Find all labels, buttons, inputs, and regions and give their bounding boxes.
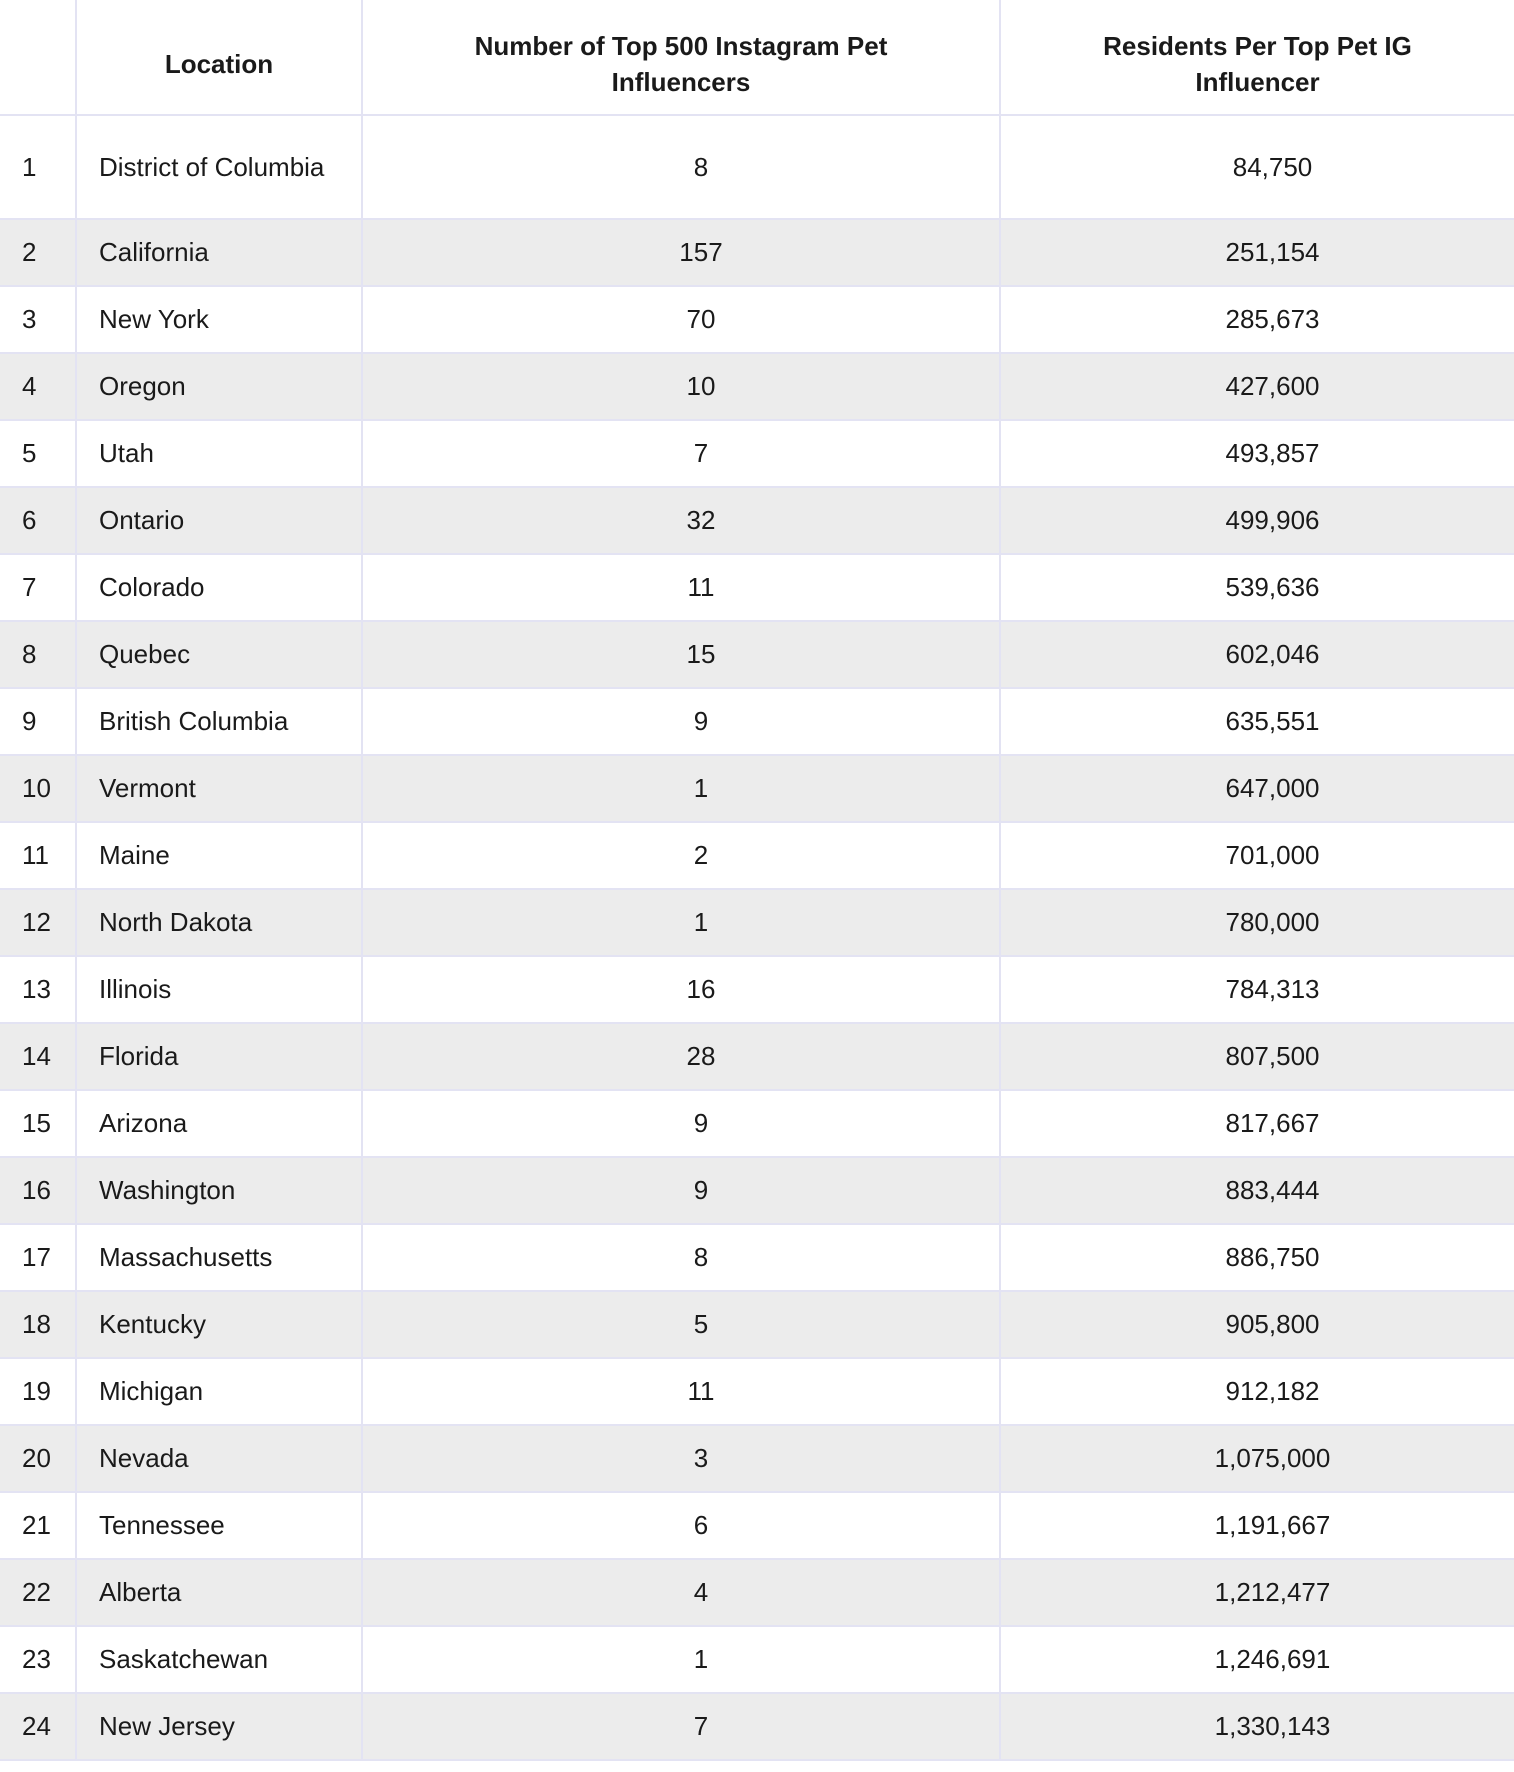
count-cell: 10 [362,353,1000,420]
table-row [0,1090,1514,1157]
location-cell: Michigan [76,1358,362,1425]
residents-cell: 817,667 [1000,1090,1514,1157]
location-column-header: Location [76,0,362,115]
table-row [0,1224,1514,1291]
residents-cell: 251,154 [1000,219,1514,286]
rank-cell: 15 [0,1090,76,1157]
count-cell: 28 [362,1023,1000,1090]
residents-column-header: Residents Per Top Pet IG Influencer [1000,0,1514,115]
table-row [0,1157,1514,1224]
residents-cell: 1,330,143 [1000,1693,1514,1760]
table-row [0,755,1514,822]
rank-cell: 7 [0,554,76,621]
table-row [0,1425,1514,1492]
residents-cell: 285,673 [1000,286,1514,353]
count-cell: 8 [362,115,1000,219]
residents-cell: 780,000 [1000,889,1514,956]
location-cell: Illinois [76,956,362,1023]
location-cell: Vermont [76,755,362,822]
rank-cell: 23 [0,1626,76,1693]
rank-cell: 5 [0,420,76,487]
location-cell: Ontario [76,487,362,554]
residents-cell: 883,444 [1000,1157,1514,1224]
residents-cell: 539,636 [1000,554,1514,621]
count-cell: 9 [362,1157,1000,1224]
count-cell: 9 [362,688,1000,755]
residents-cell: 1,212,477 [1000,1559,1514,1626]
rank-cell: 14 [0,1023,76,1090]
table-row [0,1626,1514,1693]
count-cell: 11 [362,1358,1000,1425]
table-row [0,219,1514,286]
residents-cell: 602,046 [1000,621,1514,688]
count-cell: 2 [362,822,1000,889]
table-row [0,1492,1514,1559]
location-cell: Saskatchewan [76,1626,362,1693]
location-cell: Arizona [76,1090,362,1157]
table-row [0,115,1514,219]
residents-cell: 499,906 [1000,487,1514,554]
location-cell: Colorado [76,554,362,621]
location-cell: Nevada [76,1425,362,1492]
count-cell: 9 [362,1090,1000,1157]
table-row [0,1559,1514,1626]
rank-cell: 3 [0,286,76,353]
table-row [0,1023,1514,1090]
rank-cell: 9 [0,688,76,755]
rank-cell: 24 [0,1693,76,1760]
residents-cell: 1,075,000 [1000,1425,1514,1492]
location-cell: Oregon [76,353,362,420]
count-column-header: Number of Top 500 Instagram Pet Influencers [362,0,1000,115]
count-cell: 3 [362,1425,1000,1492]
count-cell: 70 [362,286,1000,353]
rank-cell: 11 [0,822,76,889]
residents-cell: 912,182 [1000,1358,1514,1425]
rank-cell: 17 [0,1224,76,1291]
location-cell: New Jersey [76,1693,362,1760]
count-cell: 1 [362,1626,1000,1693]
table-row [0,1693,1514,1760]
residents-cell: 493,857 [1000,420,1514,487]
count-cell: 16 [362,956,1000,1023]
rank-cell: 20 [0,1425,76,1492]
location-cell: Washington [76,1157,362,1224]
count-cell: 1 [362,755,1000,822]
rank-cell: 2 [0,219,76,286]
count-cell: 15 [362,621,1000,688]
count-cell: 157 [362,219,1000,286]
rank-cell: 8 [0,621,76,688]
residents-cell: 701,000 [1000,822,1514,889]
header-row [0,0,1514,115]
table-row [0,889,1514,956]
table-row [0,621,1514,688]
residents-cell: 1,246,691 [1000,1626,1514,1693]
location-cell: British Columbia [76,688,362,755]
rank-cell: 1 [0,115,76,219]
table-row [0,487,1514,554]
location-cell: Utah [76,420,362,487]
residents-cell: 427,600 [1000,353,1514,420]
location-cell: Kentucky [76,1291,362,1358]
location-cell: Massachusetts [76,1224,362,1291]
count-cell: 4 [362,1559,1000,1626]
residents-cell: 784,313 [1000,956,1514,1023]
count-cell: 1 [362,889,1000,956]
table-row [0,554,1514,621]
table-row [0,1291,1514,1358]
location-cell: Florida [76,1023,362,1090]
rank-cell: 6 [0,487,76,554]
rank-cell: 4 [0,353,76,420]
location-cell: District of Columbia [76,115,362,219]
rank-cell: 16 [0,1157,76,1224]
location-cell: California [76,219,362,286]
count-cell: 5 [362,1291,1000,1358]
location-cell: Maine [76,822,362,889]
count-cell: 8 [362,1224,1000,1291]
rank-cell: 12 [0,889,76,956]
residents-cell: 84,750 [1000,115,1514,219]
table-row [0,353,1514,420]
rank-cell: 22 [0,1559,76,1626]
location-cell: Alberta [76,1559,362,1626]
residents-cell: 807,500 [1000,1023,1514,1090]
rank-column-header [0,0,76,115]
count-cell: 11 [362,554,1000,621]
residents-cell: 1,191,667 [1000,1492,1514,1559]
residents-cell: 905,800 [1000,1291,1514,1358]
table-body [0,115,1514,1760]
rank-cell: 10 [0,755,76,822]
residents-cell: 647,000 [1000,755,1514,822]
rank-cell: 21 [0,1492,76,1559]
table-row [0,420,1514,487]
table-header [0,0,1514,115]
table-row [0,286,1514,353]
residents-cell: 886,750 [1000,1224,1514,1291]
rank-cell: 13 [0,956,76,1023]
table-row [0,1358,1514,1425]
table-row [0,822,1514,889]
rank-cell: 18 [0,1291,76,1358]
location-cell: Tennessee [76,1492,362,1559]
location-cell: New York [76,286,362,353]
table-row [0,688,1514,755]
location-cell: North Dakota [76,889,362,956]
count-cell: 32 [362,487,1000,554]
count-cell: 7 [362,420,1000,487]
count-cell: 6 [362,1492,1000,1559]
residents-cell: 635,551 [1000,688,1514,755]
table-row [0,956,1514,1023]
count-cell: 7 [362,1693,1000,1760]
rank-cell: 19 [0,1358,76,1425]
location-cell: Quebec [76,621,362,688]
